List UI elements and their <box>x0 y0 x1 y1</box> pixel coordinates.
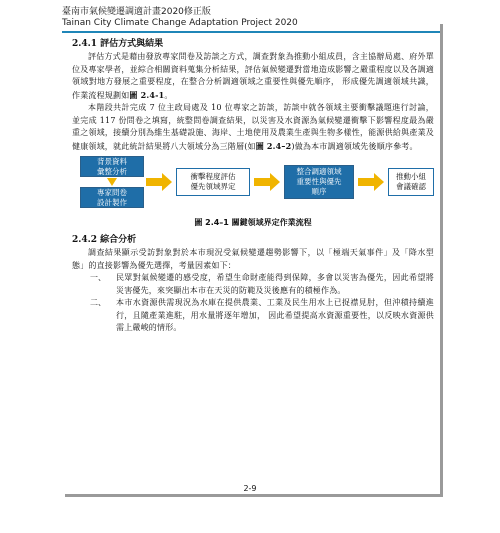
list-text: 本市水資源供需現況為水庫在提供農業、工業及民生用水上已捉襟見肘，但沖積持續進行，且隨產業進駐，用水量將逐年增加， 因此希望提高水資源重要性，以反映水資源供需上嚴峻的情形。 <box>116 298 434 332</box>
box-impact-assessment: 衝擊程度評估 優先領域界定 <box>176 168 250 196</box>
arrow-right-icon <box>358 172 386 192</box>
paragraph-method: 評估方式是藉由發放專家問卷及訪談之方式，調查對象為推動小組成員，含主協辦局處、府外單位及專家學者，並綜合相關資料蒐集分析結果，評估氣候變遷對當地造成影響之嚴重程度以及各調適領域對地方發展之重要程度，在整合分析調適領域之重要性與優先順序， 形成優先調適領域共識，作業流程規劃如圖 2.4-1。 <box>72 52 434 100</box>
header-rule <box>62 31 440 33</box>
section-title-2-4-1: 2.4.1 評估方式與結果 <box>72 39 164 49</box>
list-marker: 一、 <box>90 273 106 282</box>
paragraph-summary: 調查結果顯示受訪對象對於本市現況受氣候變遷趨勢影響下，以「極端天氣事件」及「降水型態」的直接影響為優先選擇，考量因素如下： <box>72 248 434 270</box>
figure-ref-2: 圖 2.4–2 <box>255 140 292 151</box>
arrow-down-icon <box>107 178 117 186</box>
box-background-analysis: 背景資料 彙整分析 <box>80 156 144 177</box>
figure-ref: 圖 2.4-1 <box>129 89 165 100</box>
figure-caption: 圖 2.4–1 關鍵領域界定作業流程 <box>194 218 312 227</box>
header-title-en: Tainan City Climate Change Adaptation Project 2020 <box>62 18 298 28</box>
page-body <box>72 38 434 335</box>
workflow-diagram <box>72 156 434 214</box>
header-title-zh: 臺南市氣候變遷調適計畫2020修正版 <box>62 7 211 17</box>
page-shadow-right <box>440 24 443 494</box>
page-number: 2-9 <box>243 484 257 493</box>
list-item <box>90 272 434 297</box>
list-text: 民眾對氣候變遷的感受度，希望生命財產能得到保障，多會以災害為優先，因此希望將災害優先，來突顯出本市在天災的防範及災後應有的積極作為。 <box>116 273 434 295</box>
arrow-right-icon <box>254 172 282 192</box>
page-shadow-bottom <box>65 494 443 497</box>
page-header <box>62 7 442 29</box>
arrow-right-icon <box>146 172 174 192</box>
box-questionnaire-design: 專家問卷 設計製作 <box>80 187 144 208</box>
box-committee-confirm: 推動小組 會議確認 <box>388 168 434 196</box>
box-integrate-priority: 整合調適領域 重要性與優先 順序 <box>284 165 354 199</box>
paragraph-results: 本階段共計完成 7 位主政局處及 10 位專家之訪談，訪談中就各領域主要衝擊議題進行討論，並完成 117 份問卷之填寫，統整問卷調查結果，以災害及水資源為氣候變遷衝擊下影響程度最為嚴重之領域，接續分別為維生基礎設施、海岸、土地使用及農業生產與生物多樣性，能源供給與產業及健康領域，就此統計結果將八大領域分為三階層(如圖 2.4–2)做為本市調適領域先後順序參考。 <box>72 103 434 151</box>
list-marker: 二、 <box>90 298 106 307</box>
list-item <box>90 297 434 335</box>
section-title-2-4-2: 2.4.2 綜合分析 <box>72 235 137 245</box>
